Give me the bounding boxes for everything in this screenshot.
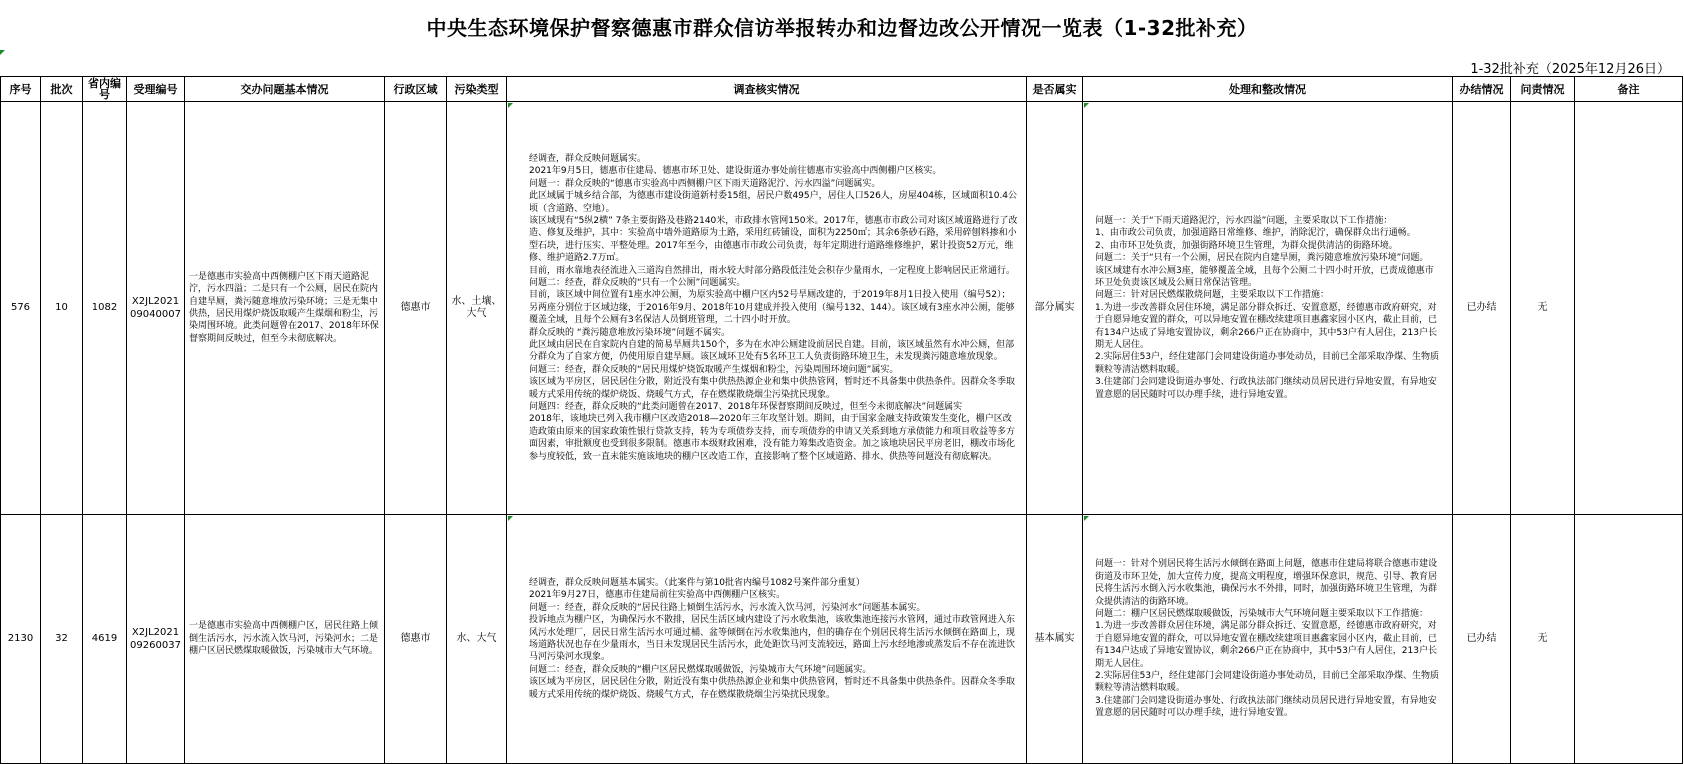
cell-issue[interactable]: 一是德惠市实验高中西侧棚户区下雨天道路泥泞，污水四溢；二是只有一个公厕，居民在院内自建旱厕，粪污随意堆放污染环境；三是无集中供热，居民用煤炉烧饭取暖产生煤烟和粉尘，污染周围环境。此类问题曾在2017、2018年环保督察期间反映过，但至今未彻底解决。 xyxy=(185,102,385,515)
cell-accept-no[interactable]: X2JL202109260037 xyxy=(127,515,185,764)
cell-seq[interactable]: 576 xyxy=(1,102,41,515)
table-row xyxy=(1,515,1683,764)
table-row xyxy=(1,102,1683,515)
handle-line: 问题一：针对个别居民将生活污水倾倒在路面上问题，德惠市住建局将联合德惠市建设街道及市环卫处，加大宣传力度，提高文明程度，增强环保意识，规范、引导、教育居民将生活污水倒入污水收集池，确保污水不外排，同时，加强街路环境卫生管理，为群众提供清洁的街路环境。 xyxy=(1095,559,1438,607)
page-title: 中央生态环境保护督察德惠市群众信访举报转办和边督边改公开情况一览表（1-32批补充） xyxy=(426,16,1258,40)
header-handle: 处理和整改情况 xyxy=(1083,77,1453,102)
detail-line: 问题一：群众反映的“德惠市实验高中西侧棚户区下雨天道路泥泞、污水四溢”问题属实。 xyxy=(529,178,881,189)
header-issue: 交办问题基本情况 xyxy=(185,77,385,102)
header-ptype: 污染类型 xyxy=(447,77,507,102)
cell-status[interactable]: 已办结 xyxy=(1453,515,1511,764)
detail-line: 该区域为平房区，居民居住分散，附近没有集中供热热源企业和集中供热管网，暂时还不具备集中供热条件。因群众冬季取暖方式采用传统的煤炉烧饭、烧暖气方式，存在燃煤散烧烟尘污染扰民现象。 xyxy=(529,677,1016,700)
handle-line: 3.住建部门会同建设街道办事处、行政执法部门继续动员居民进行异地安置，有异地安置意愿的居民随时可以办理手续，进行异地安置。 xyxy=(1095,695,1437,719)
header-region: 行政区域 xyxy=(385,77,447,102)
detail-line: 2021年9月27日，德惠市住建局前往实验高中西侧棚户区核实。 xyxy=(529,590,786,601)
header-status: 办结情况 xyxy=(1453,77,1511,102)
detail-line: 问题一：经查，群众反映的“居民往路上倾倒生活污水，污水流入饮马河，污染河水”问题基本属实。 xyxy=(529,602,926,613)
handle-line: 该区域建有水冲公厕3座，能够覆盖全域，且每个公厕二十四小时开放，已责成德惠市环卫处负责该区域及公厕日常保洁管理。 xyxy=(1095,265,1434,288)
header-detail: 调查核实情况 xyxy=(507,77,1027,102)
handle-line: 3.住建部门会同建设街道办事处、行政执法部门继续动员居民进行异地安置，有异地安置意愿的居民随时可以办理手续，进行异地安置。 xyxy=(1095,377,1437,400)
cell-handle[interactable] xyxy=(1083,515,1453,764)
report-table xyxy=(0,76,1683,764)
cell-detail[interactable] xyxy=(507,102,1027,515)
subtitle-date: 1-32批补充（2025年12月26日） xyxy=(1470,62,1670,77)
header-accept-no: 受理编号 xyxy=(127,77,185,102)
detail-line: 此区域由居民在自家院内自建的简易旱厕共150个，多为在水冲公厕建设前居民自建。目前，该区域虽然有水冲公厕，但部分群众为了自家方便，仍使用原自建旱厕。该区域环卫处有5名环卫工人负责街路环境卫生，未发现粪污随意堆放现象。 xyxy=(529,340,1015,363)
detail-line: 目前，雨水靠地表径流进入三道沟自然排出，雨水较大时部分路段低洼处会积存少量雨水，一定程度上影响居民正常通行。 xyxy=(529,265,1016,276)
comment-marker xyxy=(1084,516,1089,521)
cell-seq[interactable]: 2130 xyxy=(1,515,41,764)
detail-line: 目前，该区域中间位置有1座水冲公厕，为原实验高中棚户区内52号旱厕改建的，于2019年8月1日投入使用（编号52）；另两座分别位于区域边缘，于2016年9月、2018年10月建成并投入使用（编号132、144）。该区域有3座水冲公厕，能够覆盖全域，且每个公厕有3名保洁人员倒班管理，二十四小时开放。 xyxy=(529,290,1015,326)
comment-marker xyxy=(0,50,5,55)
header-truth: 是否属实 xyxy=(1027,77,1083,102)
cell-status[interactable]: 已办结 xyxy=(1453,102,1511,515)
header-seq: 序号 xyxy=(1,77,41,102)
cell-truth[interactable]: 基本属实 xyxy=(1027,515,1083,764)
detail-line: 2018年，该地块已列入我市棚户区改造2018—2020年三年攻坚计划。期间，由于国家金融支持政策发生变化，棚户区改造政策由原来的国家政策性银行贷款支持，转为专项债券支持，而专项债券的申请又关系到地方承债能力和项目收益等多方面因素，审批额度也受到很多限制。德惠市本级财政困难，没有能力筹集改造资金。加之该地块居民平房老旧，棚改市场化参与度较低，致一直未能实施该地块的棚户区改造工作，直接影响了整个区域道路、排水、供热等问题没有彻底解决。 xyxy=(529,414,1016,462)
header-remark: 备注 xyxy=(1575,77,1683,102)
header-batch: 批次 xyxy=(41,77,83,102)
detail-line: 投诉地点为棚户区，为确保污水不散排，居民生活区域内建设了污水收集池，该收集池连接污水管网，通过市政管网进入东风污水处理厂，居民日常生活污水可通过桶、盆等倾倒在污水收集池内，但的确存在个别居民将生活污水倾倒在路面上，现场道路状况也存在少量雨水，当日未发现居民生活污水，此处距饮马河支流较远，路面上污水经地渗或蒸发后不存在流进饮马河污染河水现象。 xyxy=(529,615,1016,663)
detail-line: 经调查，群众反映问题基本属实。（此案件与第10批省内编号1082号案件部分重复） xyxy=(529,577,865,588)
detail-line: 问题二：经查，群众反映的“棚户区居民燃煤取暖做饭，污染城市大气环境”问题属实。 xyxy=(529,664,872,675)
detail-line: 该区域为平房区，居民居住分散，附近没有集中供热热源企业和集中供热管网，暂时还不具备集中供热条件。因群众冬季取暖方式采用传统的煤炉烧饭、烧暖气方式，存在燃煤散烧烟尘污染扰民现象。 xyxy=(529,377,1016,400)
handle-line: 1.为进一步改善群众居住环境，满足部分群众拆迁、安置意愿，经德惠市政府研究，对于自愿异地安置的群众，可以异地安置在棚改续建项目惠鑫家园小区内，截止目前，已有134户达成了异地安置协议，剩余266户正在协商中，其中53户有人居住，213户长期无人居住。 xyxy=(1095,621,1438,669)
handle-line: 1.为进一步改善群众居住环境，满足部分群众拆迁、安置意愿，经德惠市政府研究，对于自愿异地安置的群众，可以异地安置在棚改续建项目惠鑫家园小区内，截止目前，已有134户达成了异地安置协议，剩余266户正在协商中，其中53户有人居住，213户长期无人居住。 xyxy=(1095,302,1438,351)
cell-accountability[interactable]: 无 xyxy=(1511,515,1575,764)
comment-marker xyxy=(508,103,513,108)
detail-line: 2021年9月5日，德惠市住建局、德惠市环卫处、建设街道办事处前往德惠市实验高中西侧棚户区核实。 xyxy=(529,166,942,177)
comment-marker xyxy=(508,516,513,521)
cell-truth[interactable]: 部分属实 xyxy=(1027,102,1083,515)
cell-batch[interactable]: 32 xyxy=(41,515,83,764)
cell-prov-no[interactable]: 1082 xyxy=(83,102,127,515)
header-accountability: 问责情况 xyxy=(1511,77,1575,102)
cell-detail[interactable] xyxy=(507,515,1027,764)
cell-handle[interactable] xyxy=(1083,102,1453,515)
handle-line: 2.实际居住53户，经住建部门会同建设街道办事处动员，目前已全部采取净煤、生物质颗粒等清洁燃料取暖。 xyxy=(1095,671,1440,694)
cell-issue[interactable]: 一是德惠市实验高中西侧棚户区，居民往路上倾倒生活污水，污水流入饮马河，污染河水；二是棚户区居民燃煤取暖做饭，污染城市大气环境。 xyxy=(185,515,385,764)
cell-accountability[interactable]: 无 xyxy=(1511,102,1575,515)
handle-line: 2、由市环卫处负责，加强街路环境卫生管理，为群众提供清洁的街路环境。 xyxy=(1095,240,1398,251)
cell-remark[interactable] xyxy=(1575,102,1683,515)
handle-line: 问题二：棚户区居民燃煤取暖做饭，污染城市大气环境问题主要采取以下工作措施： xyxy=(1095,608,1429,619)
detail-line: 此区域属于城乡结合部，为德惠市建设街道新村委15组，居民户数495户，居住人口526人，房屋404栋，区域面积10.4公顷（含道路、空地）。 xyxy=(529,191,1018,214)
detail-line: 经调查，群众反映问题属实。 xyxy=(529,153,647,164)
detail-line: 问题四：经查，群众反映的“此类问题曾在2017、2018年环保督察期间反映过，但至今未彻底解决”问题属实 xyxy=(529,402,963,413)
detail-line: 问题二：经查，群众反映的“只有一个公厕”问题属实。 xyxy=(529,277,746,288)
detail-line: 该区域现有“5纵2横” 7条主要街路及巷路2140米，市政排水管网150米。2017年，德惠市市政公司对该区域道路进行了改造、修复及维护，其中：实验高中墙外道路原为土路，采用红砖铺设，面积为2250㎡；其余6条砂石路，采用碎刨料掺和小型石块，进行压实、平整处理。2017年至今，由德惠市市政公司负责，每年定期进行道路维修维护，累计投资52万元，维修、维护道路2.7万㎡。 xyxy=(529,215,1018,264)
cell-region[interactable]: 德惠市 xyxy=(385,515,447,764)
handle-line: 问题二：关于“只有一个公厕，居民在院内自建旱厕，粪污随意堆放污染环境”问题。 xyxy=(1095,253,1429,264)
handle-line: 1、由市政公司负责，加强道路日常维修、维护，消除泥泞，确保群众出行通畅。 xyxy=(1095,228,1416,239)
cell-region[interactable]: 德惠市 xyxy=(385,102,447,515)
handle-line: 2.实际居住53户，经住建部门会同建设街道办事处动员，目前已全部采取净煤、生物质颗粒等清洁燃料取暖。 xyxy=(1095,352,1440,375)
cell-batch[interactable]: 10 xyxy=(41,102,83,515)
header-row xyxy=(1,77,1683,102)
cell-ptype[interactable]: 水、土壤、大气 xyxy=(447,102,507,515)
handle-line: 问题一：关于“下雨天道路泥泞，污水四溢”问题，主要采取以下工作措施： xyxy=(1095,215,1393,226)
handle-line: 问题三：针对居民燃煤散烧问题，主要采取以下工作措施： xyxy=(1095,290,1330,301)
comment-marker xyxy=(1084,103,1089,108)
detail-line: 群众反映的 “粪污随意堆放污染环境”问题不属实。 xyxy=(529,327,731,338)
cell-remark[interactable] xyxy=(1575,515,1683,764)
cell-accept-no[interactable]: X2JL202109040007 xyxy=(127,102,185,515)
cell-ptype[interactable]: 水、大气 xyxy=(447,515,507,764)
detail-line: 问题三：经查，群众反映的“居民用煤炉烧饭取暖产生煤烟和粉尘，污染周围环境问题”属实。 xyxy=(529,364,899,375)
header-prov-no: 省内编号 xyxy=(83,77,127,102)
cell-prov-no[interactable]: 4619 xyxy=(83,515,127,764)
